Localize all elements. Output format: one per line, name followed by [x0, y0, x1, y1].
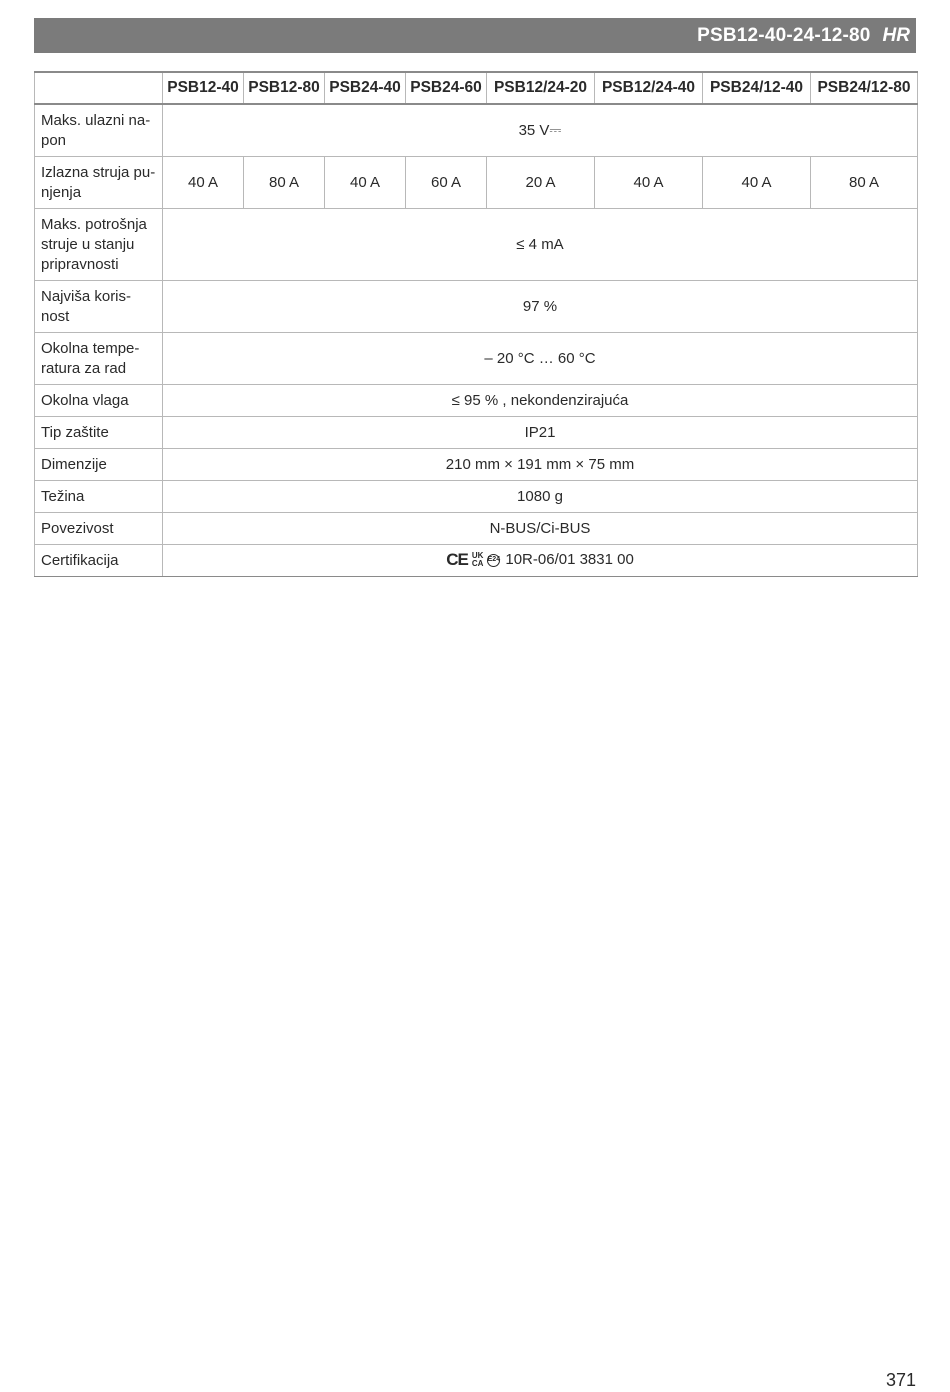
column-header: PSB12/24-40: [595, 72, 703, 104]
column-header: PSB12/24-20: [487, 72, 595, 104]
certification-wrap: [446, 550, 634, 570]
row-label: Težina: [35, 481, 163, 513]
row-label: Certifikacija: [35, 545, 163, 577]
column-header: PSB24-60: [406, 72, 487, 104]
ce-mark-icon: CE: [446, 550, 468, 569]
row-value: 60 A: [406, 157, 487, 209]
header-bar: [34, 18, 916, 53]
column-header: PSB24/12-80: [811, 72, 918, 104]
row-value: 40 A: [703, 157, 811, 209]
table-row: [35, 104, 918, 157]
row-label: Tip zaštite: [35, 417, 163, 449]
ukca-mark-icon: [472, 552, 484, 568]
table-row: [35, 481, 918, 513]
certification-marks: [446, 550, 500, 570]
row-label: Najviša koris-nost: [35, 281, 163, 333]
row-value: 80 A: [244, 157, 325, 209]
table-row: [35, 209, 918, 281]
row-value: 210 mm × 191 mm × 75 mm: [163, 449, 918, 481]
certification-cell: [163, 545, 918, 577]
table-row: [35, 333, 918, 385]
ukca-mark-top: UK: [471, 551, 484, 560]
table-corner-cell: [35, 72, 163, 104]
header-title: PSB12-40-24-12-80: [697, 24, 871, 46]
row-label: Povezivost: [35, 513, 163, 545]
certification-number: 10R-06/01 3831 00: [505, 551, 634, 568]
row-value: 97 %: [163, 281, 918, 333]
spec-table: [34, 71, 918, 577]
column-header: PSB12-80: [244, 72, 325, 104]
row-value: 80 A: [811, 157, 918, 209]
header-language: HR: [882, 24, 910, 46]
ukca-mark-bottom: CA: [471, 559, 484, 568]
row-value: – 20 °C … 60 °C: [163, 333, 918, 385]
column-header: PSB12-40: [163, 72, 244, 104]
column-header: PSB24/12-40: [703, 72, 811, 104]
row-label: Okolna vlaga: [35, 385, 163, 417]
row-value: ≤ 95 % , nekondenzirajuća: [163, 385, 918, 417]
column-header: PSB24-40: [325, 72, 406, 104]
table-row: [35, 385, 918, 417]
row-value: 40 A: [325, 157, 406, 209]
row-value: 40 A: [595, 157, 703, 209]
row-value: 40 A: [163, 157, 244, 209]
row-label: Maks. ulazni na-pon: [35, 104, 163, 157]
table-row: [35, 281, 918, 333]
row-label: Okolna tempe-ratura za rad: [35, 333, 163, 385]
row-value: 35 V⎓: [163, 104, 918, 157]
e-mark-icon: E24: [487, 554, 500, 567]
row-label: Dimenzije: [35, 449, 163, 481]
table-header-row: [35, 72, 918, 104]
table-row: [35, 513, 918, 545]
table-row: [35, 545, 918, 577]
table-row: [35, 157, 918, 209]
row-label: Maks. potrošnja struje u stanju pripravnosti: [35, 209, 163, 281]
page-number: 371: [885, 1370, 916, 1390]
table-row: [35, 417, 918, 449]
table-row: [35, 449, 918, 481]
row-value: 20 A: [487, 157, 595, 209]
row-label: Izlazna struja pu-njenja: [35, 157, 163, 209]
row-value: N-BUS/Ci-BUS: [163, 513, 918, 545]
row-value: ≤ 4 mA: [163, 209, 918, 281]
row-value: IP21: [163, 417, 918, 449]
row-value: 1080 g: [163, 481, 918, 513]
